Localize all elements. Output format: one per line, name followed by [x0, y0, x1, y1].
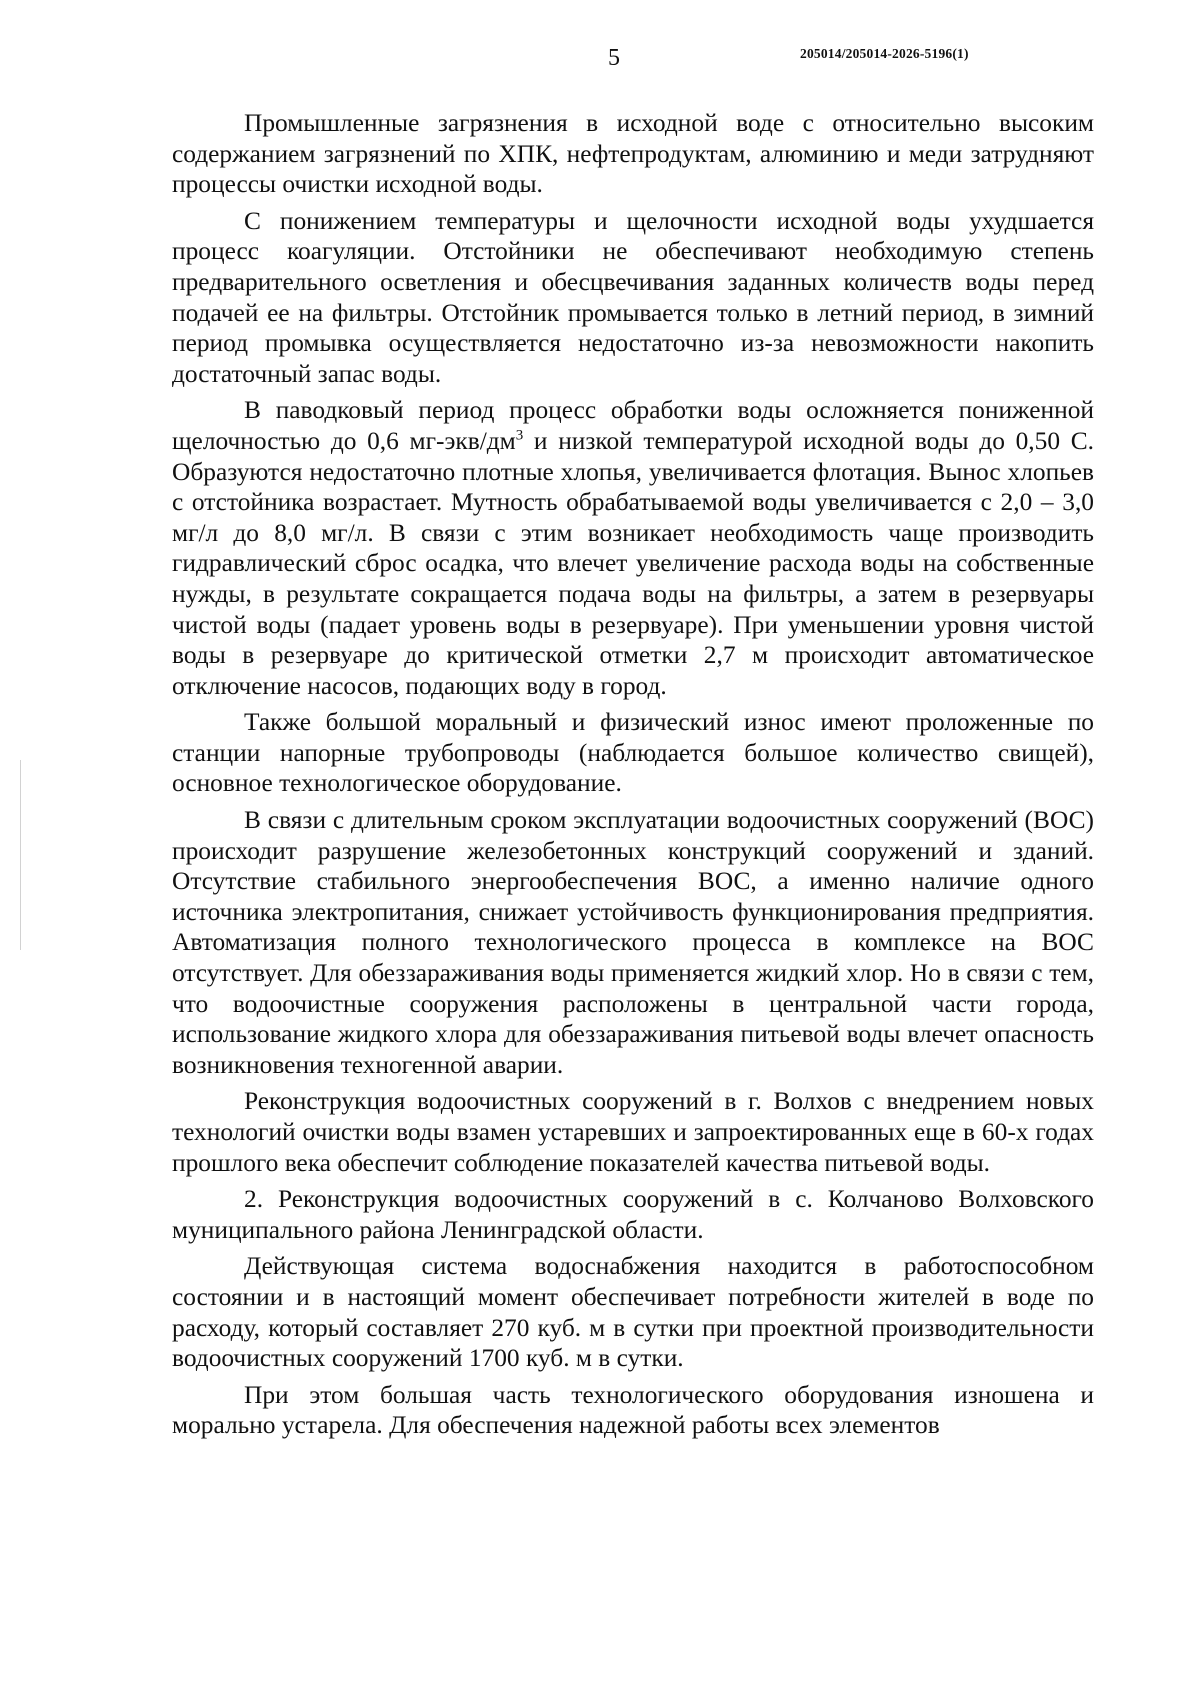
- paragraph-flood-period-start: В паводковый период процесс обработки воды осложняется пониженной щелочностью до 0,6 мг-экв/дм: [172, 396, 1094, 455]
- paragraph-industrial-pollution: Промышленные загрязнения в исходной воде с относительно высоким содержанием загрязнений по ХПК, нефтепродуктам, алюминию и меди затрудняют процессы очистки исходной воды.: [172, 109, 1094, 199]
- scan-margin-mark: [20, 760, 21, 950]
- paragraph-long-operation: В связи с длительным сроком эксплуатации водоочистных сооружений (ВОС) происходит разрушение железобетонных конструкций сооружений и зданий. Отсутствие стабильного энергообеспечения ВОС, а именно наличие одного источника электропитания, снижает устойчивость функционирования предприятия. Автоматизация полного технологического процесса в комплексе на ВОС отсутствует. Для обеззараживания воды применяется жидкий хлор. Но в связи с тем, что водоочистные сооружения расположены в центральной части города, использование жидкого хлора для обеззараживания питьевой воды влечет опасность возникновения техногенной аварии.: [172, 806, 1094, 1079]
- paragraph-flood-period: [172, 395, 1094, 701]
- cubic-superscript: 3: [515, 427, 524, 444]
- paragraph-equipment-worn: При этом большая часть технологического оборудования изношена и морально устарела. Для обеспечения надежной работы всех элементов: [172, 1380, 1094, 1440]
- paragraph-coagulation: С понижением температуры и щелочности исходной воды ухудшается процесс коагуляции. Отстойники не обеспечивают необходимую степень предварительного осветления и обесцвечивания заданных количеств воды перед подачей ее на фильтры. Отстойник промывается только в летний период, в зимний период промывка осуществляется недостаточно из-за невозможности накопить достаточный запас воды.: [172, 206, 1094, 388]
- paragraph-water-supply-system: Действующая система водоснабжения находится в работоспособном состоянии и в настоящий момент обеспечивает потребности жителей в воде по расходу, который составляет 270 куб. м в сутки при проектной производительности водоочистных сооружений 1700 куб. м в сутки.: [172, 1252, 1094, 1373]
- paragraph-wear: Также большой моральный и физический износ имеют проложенные по станции напорные трубопроводы (наблюдается большое количество свищей), основное технологическое оборудование.: [172, 708, 1094, 798]
- paragraph-reconstruction-volkhov: Реконструкция водоочистных сооружений в г. Волхов с внедрением новых технологий очистки воды взамен устаревших и запроектированных еще в 60-х годах прошлого века обеспечит соблюдение показателей качества питьевой воды.: [172, 1087, 1094, 1177]
- paragraph-flood-period-end: и низкой температурой исходной воды до 0,50 С. Образуются недостаточно плотные хлопья, увеличивается флотация. Вынос хлопьев с отстойника возрастает. Мутность обрабатываемой воды увеличивается с 2,0 – 3,0 мг/л до 8,0 мг/л. В связи с этим возникает необходимость чаще производить гидравлический сброс осадка, что влечет увеличение расхода воды на собственные нужды, в результате сокращается подача воды на фильтры, а затем в резервуары чистой воды (падает уровень воды в резервуаре). При уменьшении уровня чистой воды в резервуаре до критической отметки 2,7 м происходит автоматическое отключение насосов, подающих воду в город.: [172, 426, 1094, 700]
- document-code: 205014/205014-2026-5196(1): [800, 46, 969, 61]
- page-number: 5: [608, 45, 620, 71]
- paragraph-section-2-heading: 2. Реконструкция водоочистных сооружений в с. Колчаново Волховского муниципального района Ленинградской области.: [172, 1185, 1094, 1244]
- document-body: [172, 108, 1094, 1447]
